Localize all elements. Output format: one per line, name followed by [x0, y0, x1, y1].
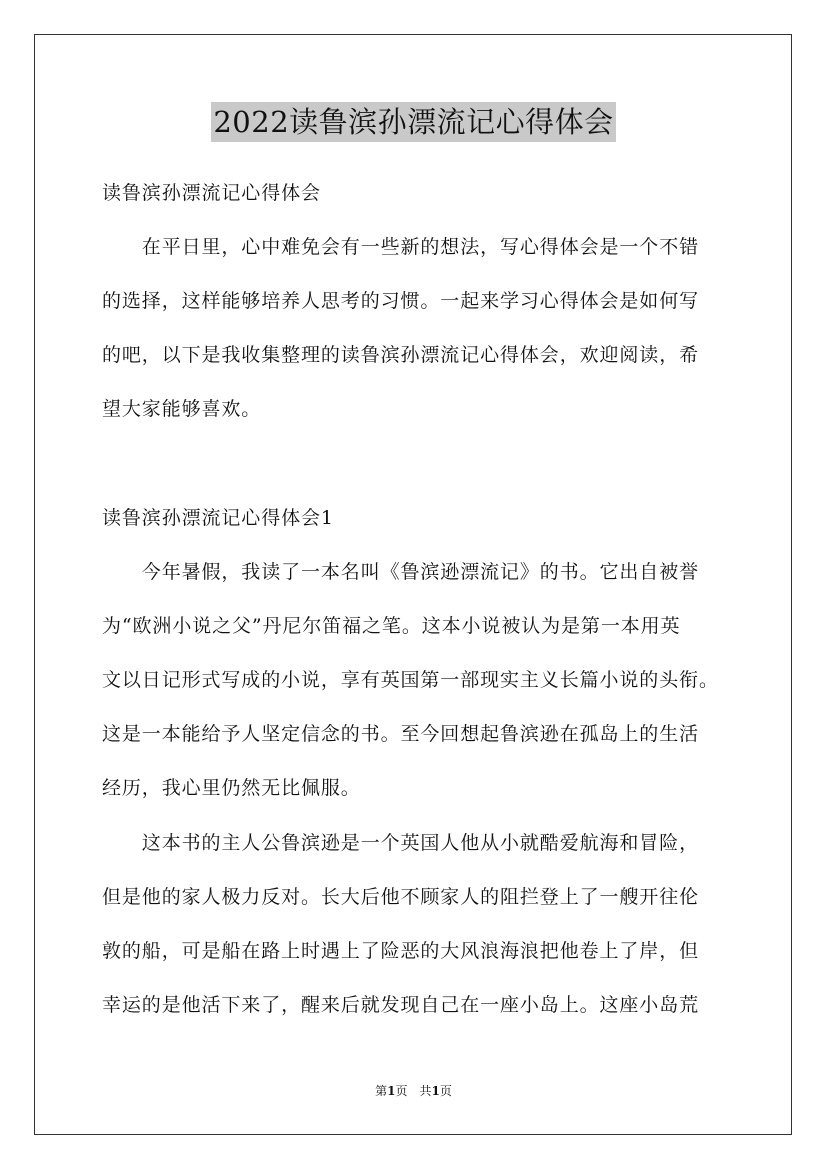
footer-page-suffix: 页 共 — [395, 1084, 432, 1098]
paragraph-line: 这是一本能给予人坚定信念的书。至今回想起鲁滨逊在孤岛上的生活 — [102, 723, 700, 745]
paragraph-line: 但是他的家人极力反对。长大后他不顾家人的阻拦登上了一艘开往伦 — [102, 886, 700, 908]
paragraph-line: 经历，我心里仍然无比佩服。 — [102, 777, 361, 799]
footer-total-suffix: 页 — [439, 1084, 452, 1098]
paragraph-line: 在平日里，心中难免会有一些新的想法，写心得体会是一个不错 — [102, 236, 700, 258]
paragraph-line: 幸运的是他活下来了，醒来后就发现自己在一座小岛上。这座小岛荒 — [102, 994, 700, 1016]
paragraph-line: 为“欧洲小说之父”丹尼尔笛福之笔。这本小说被认为是第一本用英 — [102, 615, 681, 637]
paragraph-line: 的吧，以下是我收集整理的读鲁滨孙漂流记心得体会，欢迎阅读，希 — [102, 344, 700, 366]
paragraph-line: 今年暑假，我读了一本名叫《鲁滨逊漂流记》的书。它出自被誉 — [102, 561, 700, 583]
footer-page-prefix: 第 — [375, 1084, 388, 1098]
paragraph-line: 敦的船，可是船在路上时遇上了险恶的大风浪海浪把他卷上了岸，但 — [102, 940, 700, 962]
footer-total-pages: 1 — [431, 1084, 440, 1098]
paragraph-line: 望大家能够喜欢。 — [102, 398, 262, 420]
title-container — [0, 102, 827, 142]
document-title: 2022读鲁滨孙漂流记心得体会 — [211, 102, 615, 142]
paragraph-line: 的选择，这样能够培养人思考的习惯。一起来学习心得体会是如何写 — [102, 290, 700, 312]
footer-page-number: 1 — [387, 1084, 396, 1098]
section-heading: 读鲁滨孙漂流记心得体会 — [102, 182, 321, 204]
paragraph-line: 文以日记形式写成的小说，享有英国第一部现实主义长篇小说的头衔。 — [102, 669, 719, 691]
paragraph-line: 这本书的主人公鲁滨逊是一个英国人他从小就酷爱航海和冒险， — [102, 832, 700, 854]
section-heading: 读鲁滨孙漂流记心得体会1 — [102, 507, 334, 529]
page-footer — [0, 1083, 827, 1099]
